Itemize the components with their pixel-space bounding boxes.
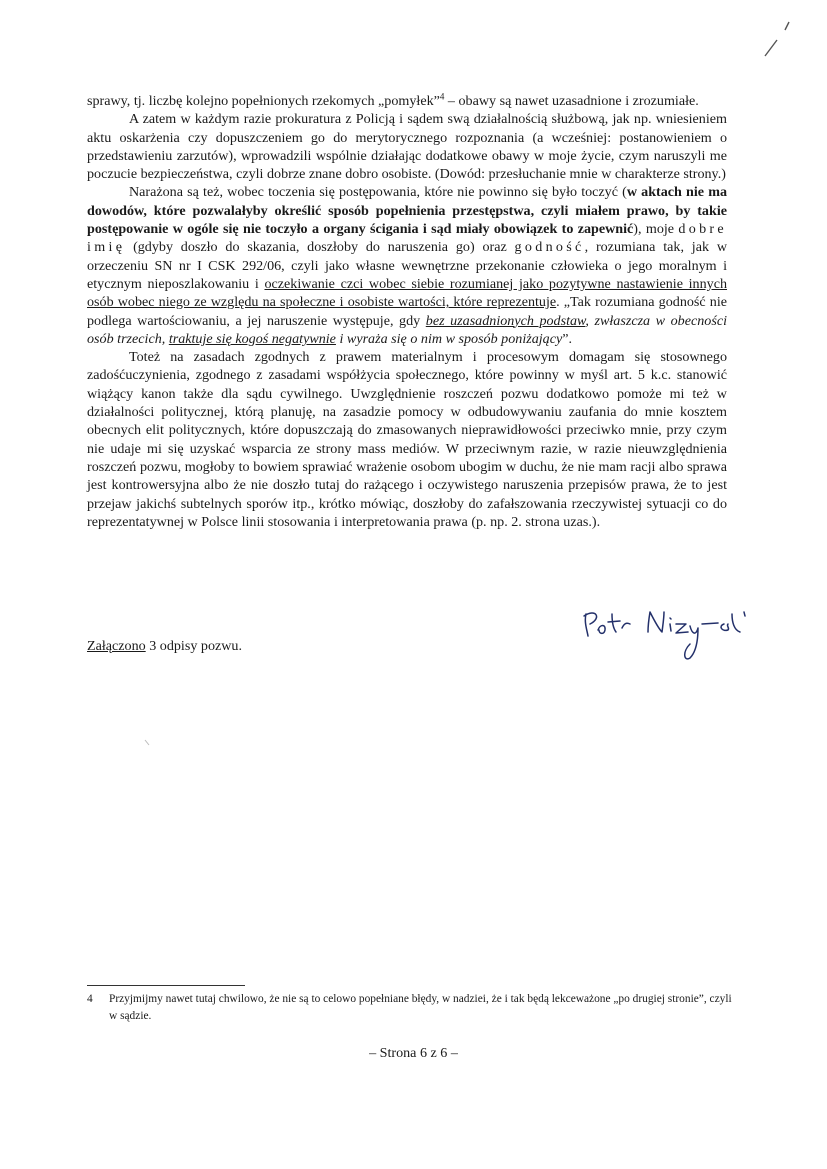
page-number: – Strona 6 z 6 – xyxy=(369,1045,458,1061)
text-run: sprawy, tj. liczbę kolejno popełnionych rzekomych „pomyłek” xyxy=(87,93,440,109)
text-run: (gdyby doszło do skazania, doszłoby do naruszenia go) oraz xyxy=(125,239,515,256)
text-run: i wyraża się o nim w sposób poniżający xyxy=(335,330,563,347)
scan-artifact-top-right xyxy=(755,18,795,63)
text-run: dobre imię xyxy=(87,221,727,256)
footnote-reference: 4 xyxy=(439,91,445,102)
text-run: godność xyxy=(514,239,585,256)
text-run: ”. xyxy=(562,330,573,347)
attachments-note xyxy=(87,637,242,655)
text-run: – obawy są nawet uzasadnione i zrozumiałe. xyxy=(444,93,699,109)
paragraph-2 xyxy=(87,110,727,183)
attachments-lead: Załączono xyxy=(87,638,146,654)
text-run: w aktach nie ma dowodów, które pozwalałyby określić sposób popełnienia przestępstwa, czyli miałem prawo, by takie postępowanie w ogóle się nie toczyło a organy ścigania i sąd miały obowiązek to zapewnić xyxy=(87,184,727,238)
paragraph-3 xyxy=(87,183,727,348)
text-run: Narażona są też, wobec toczenia się postępowania, które nie powinno się było toczyć ( xyxy=(129,184,627,201)
text-run: . „Tak rozumiana godność nie podlega wartościowaniu, a jej naruszenie występuje, gdy xyxy=(87,294,727,329)
footnote-number: 4 xyxy=(87,993,93,1005)
body-text xyxy=(87,92,727,531)
text-run: ), moje xyxy=(633,221,679,238)
text-run: , rozumiana tak, jak w orzeczeniu SN nr I CSK 292/06, czyli jako własne wewnętrzne przekonanie człowieka o jego moralnym i etycznym nieposzlakowaniu i xyxy=(87,239,728,292)
handwritten-signature xyxy=(578,600,748,670)
text-run: Toteż na zasadach zgodnych z prawem materialnym i procesowym domagam się stosownego zadośćuczynienia, zgodnego z zasadami współżycia społecznego, które powinny w myśl art. 5 k.c. stanowić wiążący kanon także dla sądu cywilnego. Uwzględnienie roszczeń pozwu dodatkowo pomoże mi też w działalności politycznej, którą planuję, na zasadzie pomocy w odbudowywaniu zaufania do mnie kosztem obecnych elit politycznych, które dopuszczają do zmasowanych nieprawidłowości przeciwko mnie, przy czym nie udaje mi się uzyskać wsparcia ze strony mass mediów. W przeciwnym razie, w razie nieuwzględnienia roszczeń pozwu, mogłoby to bowiem sprawiać wrażenie osobom ubogim w duchu, że nie mam racji albo sprawa jest kontrowersyjna albo że nie doszło tutaj do rażącego i oczywistego naruszenia przepisów prawa, że to jest przejaw jakichś subtelnych sporów itp., krótko mówiąc, doszłoby do zafałszowania rzeczywistej sytuacji co do reprezentatywnej w Polsce linii stosowania i interpretowania prawa (p. np. 2. strona uzas.). xyxy=(87,349,727,530)
text-run: oczekiwanie czci wobec siebie rozumianej jako pozytywne nastawienie innych osób wobec niego ze względu na społeczne i osobiste wartości, które reprezentuje xyxy=(87,275,728,311)
footnote xyxy=(87,991,732,1025)
paragraph-1 xyxy=(87,92,727,110)
paragraph-4 xyxy=(87,348,727,531)
text-run: zwłaszcza w obecności osób trzecich, xyxy=(87,312,727,347)
text-run: traktuje się kogoś negatywnie xyxy=(168,330,336,347)
footnote-text: Przyjmijmy nawet tutaj chwilowo, że nie są to celowo popełniane błędy, w nadziei, że i tak będą lekceważone „po drugiej stronie”, czyli w sądzie. xyxy=(109,993,732,1022)
text-run: A zatem w każdym razie prokuratura z Policją i sądem swą działalnością służbową, jak np. wniesieniem aktu oskarżenia czy dopuszczeniem go do merytorycznego rozpoznania (a wcześniej: postanowieniem o przedstawieniu zarzutów), wprowadzili wspólnie działając dodatkowe obawy w moje życie, czym naruszyli me poczucie bezpieczeństwa, czyli dobrze znane dobro osobiste. (Dowód: przesłuchanie mnie w charakterze strony.) xyxy=(87,111,727,183)
text-run: bez uzasadnionych podstaw xyxy=(425,312,586,329)
attachments-rest: 3 odpisy pozwu. xyxy=(145,638,242,654)
footnote-separator xyxy=(87,985,245,986)
scan-artifact-mid xyxy=(140,735,160,755)
text-run: , xyxy=(585,312,595,329)
